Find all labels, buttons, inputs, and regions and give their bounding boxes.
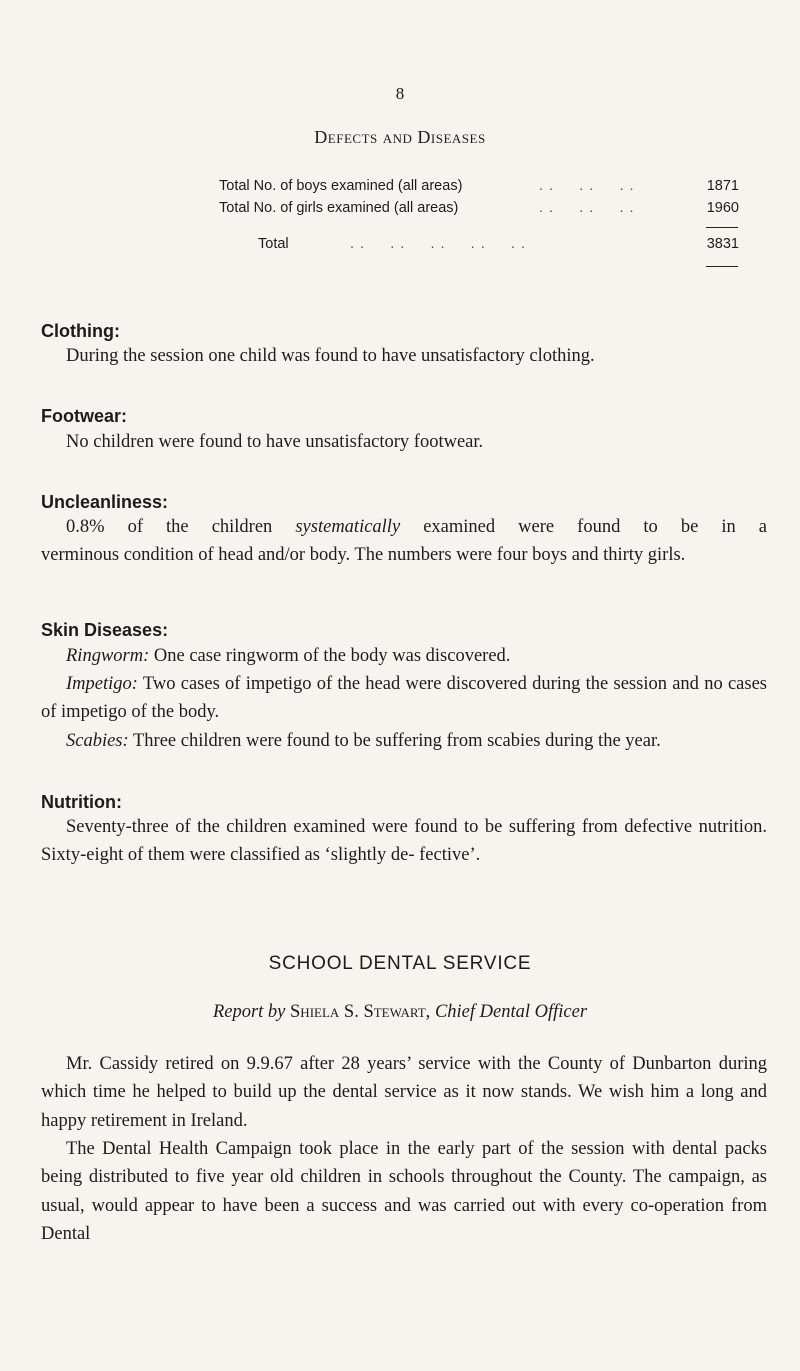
uncleanliness-line1-pre: 0.8% of the children xyxy=(66,517,296,537)
impetigo-paragraph xyxy=(41,670,767,727)
dental-service-title: SCHOOL DENTAL SERVICE xyxy=(268,953,532,974)
defects-title: Defects and Diseases xyxy=(314,127,486,147)
ringworm-text: One case ringworm of the body was discovered. xyxy=(149,646,511,666)
ringworm-label: Ringworm: xyxy=(66,646,150,666)
grand-total-value: 3831 xyxy=(706,236,739,252)
girls-total-value: 1960 xyxy=(706,200,739,216)
uncleanliness-heading: Uncleanliness: xyxy=(41,492,169,512)
scabies-paragraph xyxy=(41,727,767,755)
boys-total-row xyxy=(219,178,739,198)
footwear-text: No children were found to have unsatisfactory footwear. xyxy=(66,432,484,452)
clothing-heading: Clothing: xyxy=(41,321,120,341)
report-suffix: Chief Dental Officer xyxy=(430,1002,588,1022)
boys-total-value: 1871 xyxy=(706,178,739,194)
grand-total-row xyxy=(258,236,739,256)
girls-total-leader: . . . . . . xyxy=(539,200,635,216)
footwear-heading: Footwear: xyxy=(41,406,128,426)
report-author-name: Shiela S. Stewart, xyxy=(290,1002,431,1022)
grand-total-leader: . . . . . . . . . . xyxy=(350,236,526,252)
girls-total-row xyxy=(219,200,739,220)
scabies-label: Scabies: xyxy=(66,731,129,751)
dental-paragraph-2: The Dental Health Campaign took place in the early part of the session with dental packs being distributed to five year old children in schools throughout the County. The campaign, as usual, would appear to have been a success and was carried out with every co-operation from Dental xyxy=(41,1139,767,1244)
uncleanliness-rest: verminous condition of head and/or body. The numbers were four boys and thirty girls. xyxy=(41,545,686,566)
boys-total-label: Total No. of boys examined (all areas) xyxy=(219,178,463,194)
skin-diseases-heading: Skin Diseases: xyxy=(41,620,169,640)
uncleanliness-first-line xyxy=(41,513,767,541)
sum-rule xyxy=(706,227,738,228)
clothing-text: During the session one child was found to have unsatisfactory clothing. xyxy=(66,346,595,366)
boys-total-leader: . . . . . . xyxy=(539,178,635,194)
uncleanliness-line1-post: examined were found to be in a xyxy=(400,517,767,537)
systematically-emphasis: systematically xyxy=(295,517,401,537)
girls-total-label: Total No. of girls examined (all areas) xyxy=(219,200,459,216)
ringworm-paragraph xyxy=(41,642,767,670)
nutrition-heading: Nutrition: xyxy=(41,792,122,812)
impetigo-text: Two cases of impetigo of the head were discovered during the session and no cases of impetigo of the body. xyxy=(41,674,767,723)
uncleanliness-text xyxy=(41,513,767,570)
scabies-text: Three children were found to be suffering from scabies during the year. xyxy=(128,731,661,751)
total-rule xyxy=(706,266,738,267)
impetigo-label: Impetigo: xyxy=(66,674,138,694)
nutrition-text: Seventy-three of the children examined were found to be suffering from defective nutrition. Sixty-eight of them were classified as ‘slightly de- fective’. xyxy=(41,817,767,866)
report-byline xyxy=(0,1002,800,1023)
grand-total-label: Total xyxy=(258,236,289,252)
dental-paragraph-1: Mr. Cassidy retired on 9.9.67 after 28 years’ service with the County of Dunbarton during which time he helped to build up the dental service as it now stands. We wish him a long and happy retirement in Ireland. xyxy=(41,1054,767,1131)
report-prefix: Report by xyxy=(212,1002,291,1022)
page-number: 8 xyxy=(395,84,405,103)
